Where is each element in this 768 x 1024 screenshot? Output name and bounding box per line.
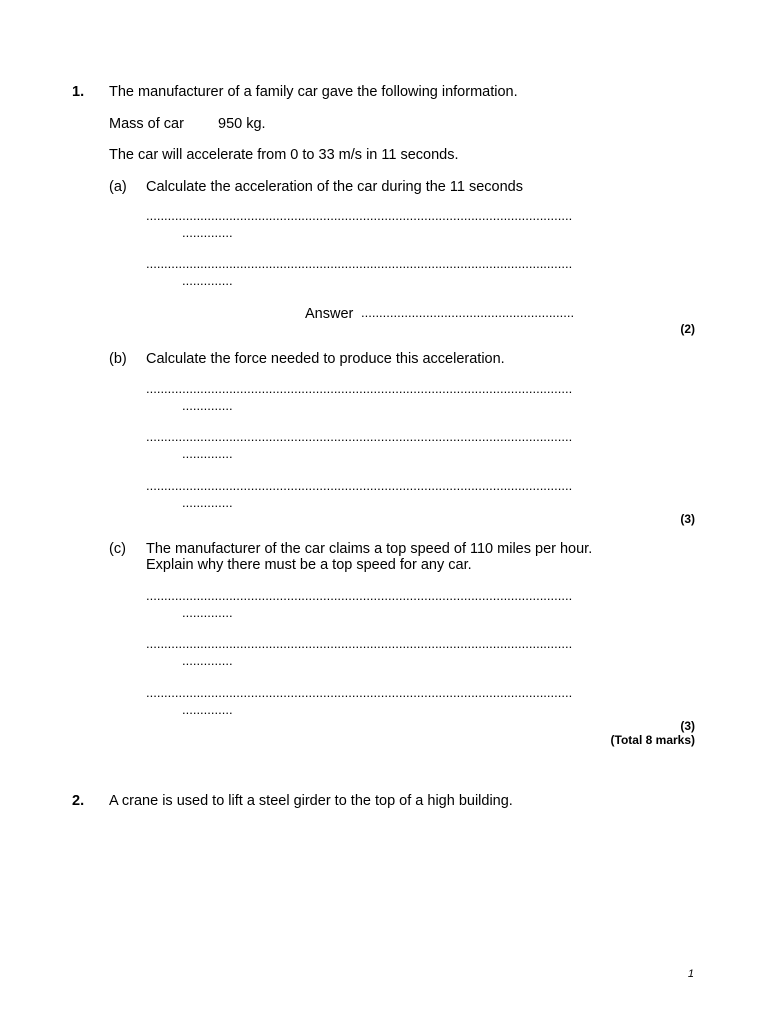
answer-line-continuation[interactable]: .............. bbox=[182, 653, 233, 668]
marks-part-c: (3) bbox=[680, 719, 695, 733]
answer-line-continuation[interactable]: .............. bbox=[182, 702, 233, 717]
part-b-text: Calculate the force needed to produce this acceleration. bbox=[146, 351, 505, 367]
q1-intro: The manufacturer of a family car gave the following information. bbox=[109, 84, 518, 100]
answer-line[interactable]: ...................................................................................................................... bbox=[146, 478, 573, 493]
mass-label: Mass of car bbox=[109, 116, 184, 132]
answer-line-continuation[interactable]: .............. bbox=[182, 225, 233, 240]
answer-field[interactable]: ........................................................... bbox=[361, 305, 575, 320]
answer-line-continuation[interactable]: .............. bbox=[182, 446, 233, 461]
answer-line[interactable]: ...................................................................................................................... bbox=[146, 636, 573, 651]
marks-part-a: (2) bbox=[680, 322, 695, 336]
answer-line[interactable]: ...................................................................................................................... bbox=[146, 429, 573, 444]
part-c-text-line1: The manufacturer of the car claims a top speed of 110 miles per hour. bbox=[146, 541, 593, 557]
acceleration-info: The car will accelerate from 0 to 33 m/s in 11 seconds. bbox=[109, 147, 459, 163]
question-number-1: 1. bbox=[72, 84, 85, 100]
answer-line-continuation[interactable]: .............. bbox=[182, 273, 233, 288]
part-b-label: (b) bbox=[109, 351, 127, 367]
total-marks: (Total 8 marks) bbox=[610, 733, 695, 747]
answer-line-continuation[interactable]: .............. bbox=[182, 605, 233, 620]
answer-line[interactable]: ...................................................................................................................... bbox=[146, 381, 573, 396]
answer-line[interactable]: ...................................................................................................................... bbox=[146, 588, 573, 603]
part-a-text: Calculate the acceleration of the car during the 11 seconds bbox=[146, 179, 523, 195]
answer-line[interactable]: ...................................................................................................................... bbox=[146, 685, 573, 700]
answer-line[interactable]: ...................................................................................................................... bbox=[146, 256, 573, 271]
part-c-text-line2: Explain why there must be a top speed for any car. bbox=[146, 557, 472, 573]
part-c-label: (c) bbox=[109, 541, 126, 557]
part-a-label: (a) bbox=[109, 179, 127, 195]
answer-line-continuation[interactable]: .............. bbox=[182, 398, 233, 413]
marks-part-b: (3) bbox=[680, 512, 695, 526]
answer-line-continuation[interactable]: .............. bbox=[182, 495, 233, 510]
q2-text: A crane is used to lift a steel girder to the top of a high building. bbox=[109, 793, 513, 809]
page-number: 1 bbox=[687, 968, 694, 980]
mass-value: 950 kg. bbox=[218, 116, 266, 132]
answer-label: Answer bbox=[305, 306, 354, 322]
question-number-2: 2. bbox=[72, 793, 85, 809]
answer-line[interactable]: ...................................................................................................................... bbox=[146, 208, 573, 223]
